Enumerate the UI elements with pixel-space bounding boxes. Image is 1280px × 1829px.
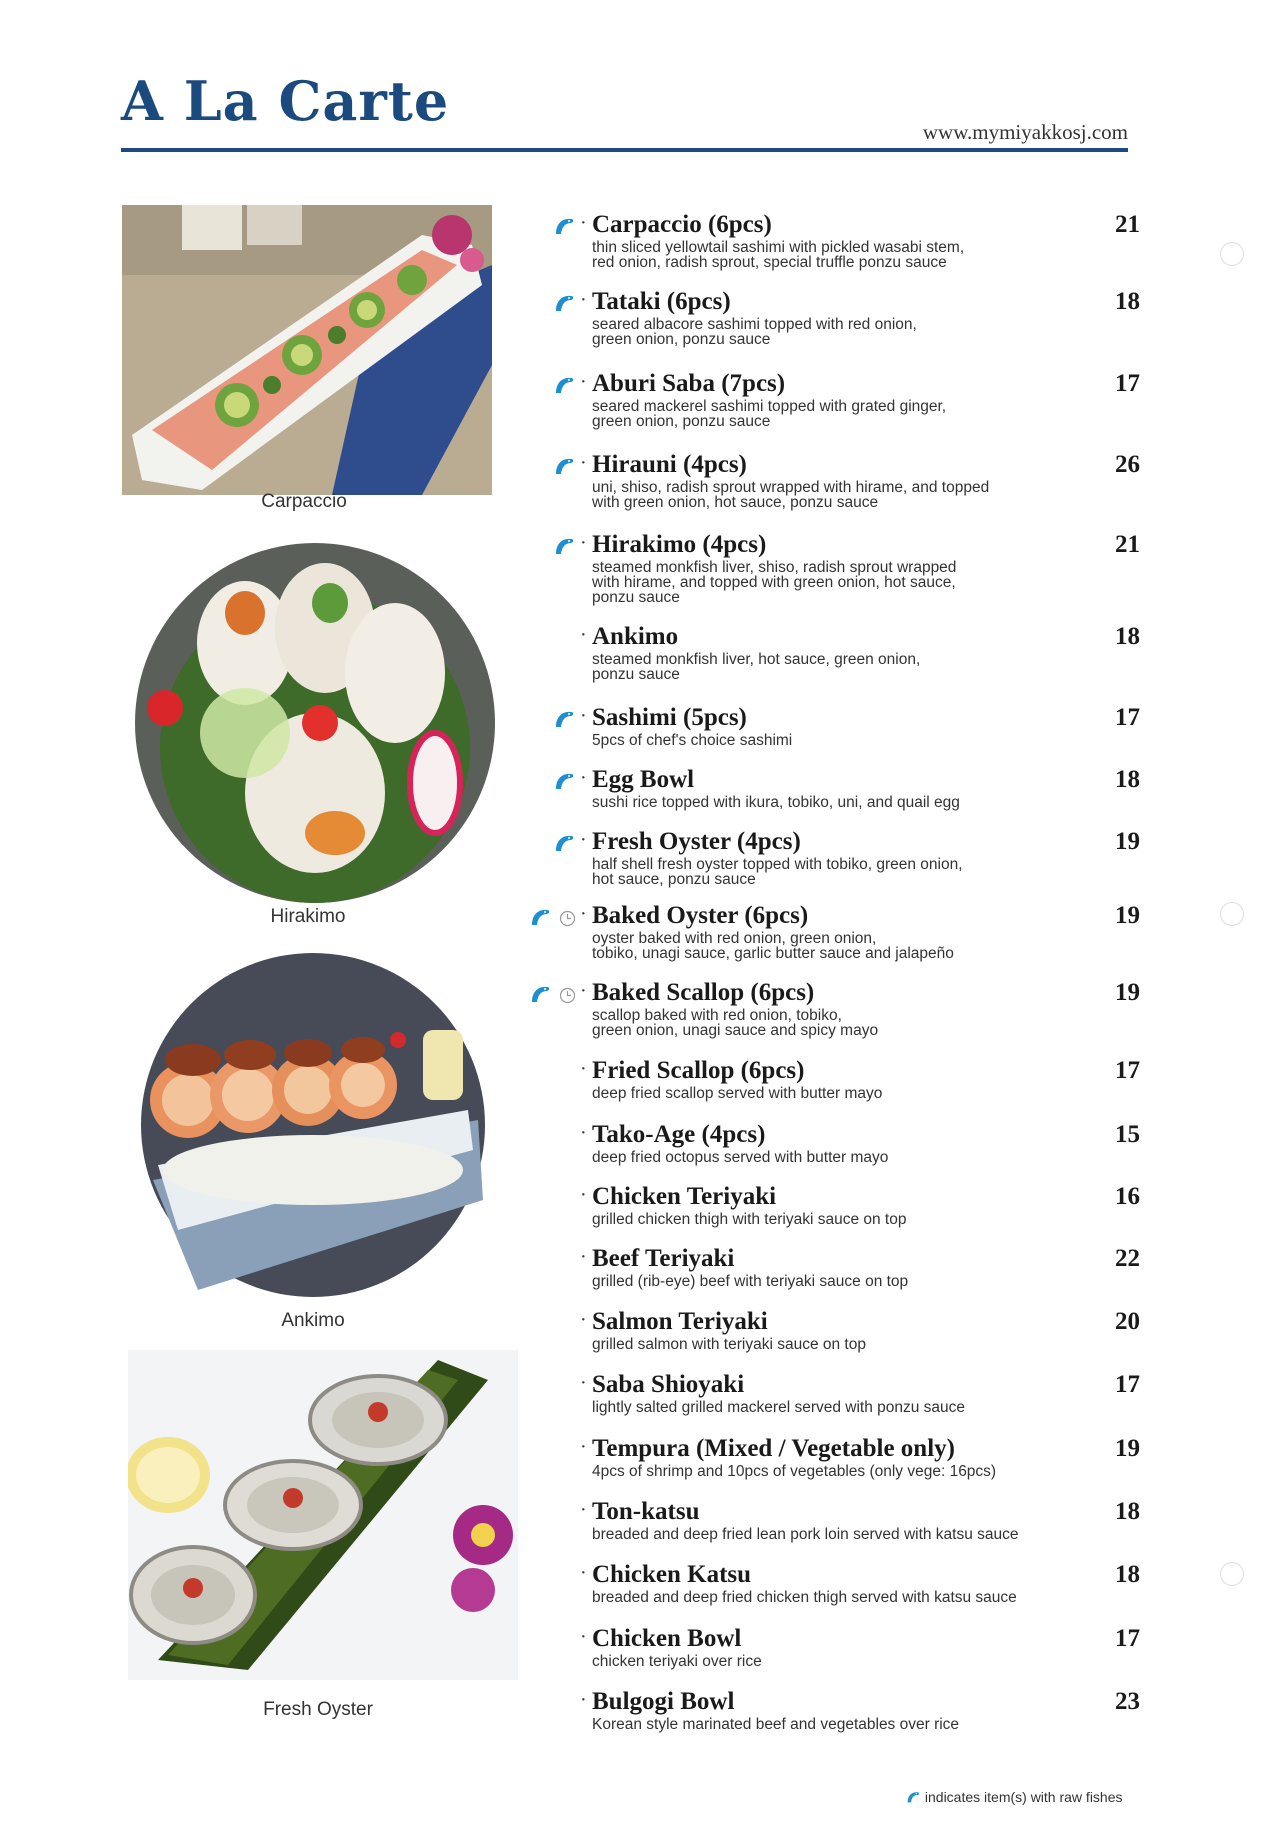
description-line: 4pcs of shrimp and 10pcs of vegetables (only vege: 16pcs) bbox=[592, 1463, 997, 1480]
item-name: Egg Bowl bbox=[592, 766, 695, 793]
item-price: 19 bbox=[1115, 979, 1140, 1006]
item-price: 17 bbox=[1115, 370, 1140, 397]
item-name: Baked Oyster (6pcs) bbox=[592, 902, 809, 929]
item-name: Fried Scallop (6pcs) bbox=[592, 1057, 805, 1084]
decorative-ring bbox=[1220, 902, 1244, 926]
item-description bbox=[592, 795, 1072, 810]
raw-fish-icon bbox=[528, 905, 552, 929]
item-name: Tako-Age (4pcs) bbox=[592, 1121, 766, 1148]
item-price: 18 bbox=[1115, 766, 1140, 793]
raw-fish-icon bbox=[552, 769, 576, 793]
item-description bbox=[592, 1008, 1072, 1038]
item-name: Chicken Bowl bbox=[592, 1625, 742, 1652]
item-price: 15 bbox=[1115, 1121, 1140, 1148]
item-price: 19 bbox=[1115, 828, 1140, 855]
fresh-oyster-photo bbox=[128, 1350, 518, 1680]
item-description bbox=[592, 1150, 1072, 1165]
description-line: deep fried scallop served with butter mayo bbox=[592, 1085, 883, 1102]
item-price: 17 bbox=[1115, 1057, 1140, 1084]
item-name: Saba Shioyaki bbox=[592, 1371, 745, 1398]
item-name: Salmon Teriyaki bbox=[592, 1308, 768, 1335]
item-name: Aburi Saba (7pcs) bbox=[592, 370, 786, 397]
bullet-dot: · bbox=[580, 1689, 587, 1711]
item-description bbox=[592, 1717, 1072, 1732]
description-line: grilled salmon with teriyaki sauce on top bbox=[592, 1336, 866, 1353]
description-line: ponzu sauce bbox=[592, 666, 680, 683]
description-line: seared mackerel sashimi topped with grated ginger, bbox=[592, 398, 947, 415]
description-line: seared albacore sashimi topped with red onion, bbox=[592, 316, 917, 333]
description-line: hot sauce, ponzu sauce bbox=[592, 871, 756, 888]
description-line: half shell fresh oyster topped with tobiko, green onion, bbox=[592, 856, 963, 873]
item-price: 18 bbox=[1115, 1561, 1140, 1588]
description-line: lightly salted grilled mackerel served with ponzu sauce bbox=[592, 1399, 966, 1416]
raw-fish-legend bbox=[905, 1786, 1123, 1805]
item-name: Chicken Teriyaki bbox=[592, 1183, 777, 1210]
decorative-ring bbox=[1220, 242, 1244, 266]
item-price: 18 bbox=[1115, 288, 1140, 315]
item-description bbox=[592, 1086, 1072, 1101]
item-description bbox=[592, 1274, 1072, 1289]
raw-fish-icon bbox=[905, 1789, 921, 1805]
raw-fish-icon bbox=[552, 831, 576, 855]
item-name: Ton-katsu bbox=[592, 1498, 700, 1525]
bullet-dot: · bbox=[580, 1184, 587, 1206]
clock-icon bbox=[559, 910, 576, 927]
caption-ankimo: Ankimo bbox=[281, 1310, 345, 1331]
item-price: 18 bbox=[1115, 1498, 1140, 1525]
bullet-dot: · bbox=[580, 1562, 587, 1584]
item-name: Chicken Katsu bbox=[592, 1561, 752, 1588]
description-line: with hirame, and topped with green onion, hot sauce, bbox=[592, 574, 956, 591]
description-line: grilled chicken thigh with teriyaki sauce on top bbox=[592, 1211, 907, 1228]
bullet-dot: · bbox=[580, 532, 587, 554]
item-description bbox=[592, 1464, 1072, 1479]
item-name: Tataki (6pcs) bbox=[592, 288, 731, 315]
item-price: 22 bbox=[1115, 1245, 1140, 1272]
decorative-ring bbox=[1220, 1562, 1244, 1586]
item-description bbox=[592, 1527, 1072, 1542]
description-line: chicken teriyaki over rice bbox=[592, 1653, 762, 1670]
item-description bbox=[592, 317, 1072, 347]
description-line: with green onion, hot sauce, ponzu sauce bbox=[592, 494, 879, 511]
description-line: scallop baked with red onion, tobiko, bbox=[592, 1007, 842, 1024]
item-description bbox=[592, 931, 1072, 961]
item-name: Hirakimo (4pcs) bbox=[592, 531, 767, 558]
description-line: thin sliced yellowtail sashimi with pickled wasabi stem, bbox=[592, 239, 965, 256]
caption-hirakimo: Hirakimo bbox=[270, 906, 346, 927]
item-price: 19 bbox=[1115, 1435, 1140, 1462]
bullet-dot: · bbox=[580, 829, 587, 851]
raw-fish-icon bbox=[552, 214, 576, 238]
description-line: green onion, unagi sauce and spicy mayo bbox=[592, 1022, 879, 1039]
raw-fish-icon bbox=[552, 707, 576, 731]
item-name: Carpaccio (6pcs) bbox=[592, 211, 772, 238]
item-name: Fresh Oyster (4pcs) bbox=[592, 828, 801, 855]
description-line: breaded and deep fried chicken thigh served with katsu sauce bbox=[592, 1589, 1017, 1606]
bullet-dot: · bbox=[580, 1626, 587, 1648]
website-url: www.mymiyakkosj.com bbox=[922, 120, 1128, 144]
description-line: Korean style marinated beef and vegetables over rice bbox=[592, 1716, 960, 1733]
legend-text: indicates item(s) with raw fishes bbox=[924, 1789, 1123, 1805]
description-line: green onion, ponzu sauce bbox=[592, 413, 771, 430]
bullet-dot: · bbox=[580, 903, 587, 925]
item-description bbox=[592, 480, 1072, 510]
bullet-dot: · bbox=[580, 1372, 587, 1394]
item-description bbox=[592, 240, 1072, 270]
bullet-dot: · bbox=[580, 212, 587, 234]
bullet-dot: · bbox=[580, 1309, 587, 1331]
bullet-dot: · bbox=[580, 289, 587, 311]
item-description bbox=[592, 399, 1072, 429]
carpaccio-photo bbox=[122, 205, 492, 495]
bullet-dot: · bbox=[580, 1246, 587, 1268]
item-price: 21 bbox=[1115, 531, 1140, 558]
item-name: Ankimo bbox=[592, 623, 679, 650]
item-name: Sashimi (5pcs) bbox=[592, 704, 747, 731]
caption-fresh-oyster: Fresh Oyster bbox=[263, 1699, 373, 1720]
item-price: 17 bbox=[1115, 1625, 1140, 1652]
bullet-dot: · bbox=[580, 452, 587, 474]
description-line: deep fried octopus served with butter mayo bbox=[592, 1149, 889, 1166]
item-description bbox=[592, 1212, 1072, 1227]
item-price: 26 bbox=[1115, 451, 1140, 478]
item-price: 17 bbox=[1115, 704, 1140, 731]
item-description bbox=[592, 652, 1072, 682]
item-name: Beef Teriyaki bbox=[592, 1245, 735, 1272]
description-line: steamed monkfish liver, hot sauce, green onion, bbox=[592, 651, 921, 668]
ankimo-photo bbox=[138, 950, 488, 1300]
item-description bbox=[592, 1590, 1072, 1605]
caption-carpaccio: Carpaccio bbox=[261, 491, 347, 512]
item-price: 23 bbox=[1115, 1688, 1140, 1715]
bullet-dot: · bbox=[580, 1122, 587, 1144]
description-line: 5pcs of chef's choice sashimi bbox=[592, 732, 793, 749]
bullet-dot: · bbox=[580, 767, 587, 789]
description-line: steamed monkfish liver, shiso, radish sprout wrapped bbox=[592, 559, 957, 576]
raw-fish-icon bbox=[552, 373, 576, 397]
raw-fish-icon bbox=[528, 982, 552, 1006]
item-price: 16 bbox=[1115, 1183, 1140, 1210]
item-description bbox=[592, 1400, 1072, 1415]
item-price: 17 bbox=[1115, 1371, 1140, 1398]
item-description bbox=[592, 1337, 1072, 1352]
item-name: Hirauni (4pcs) bbox=[592, 451, 747, 478]
item-price: 20 bbox=[1115, 1308, 1140, 1335]
description-line: sushi rice topped with ikura, tobiko, uni, and quail egg bbox=[592, 794, 960, 811]
item-price: 19 bbox=[1115, 902, 1140, 929]
item-description bbox=[592, 1654, 1072, 1669]
description-line: green onion, ponzu sauce bbox=[592, 331, 771, 348]
bullet-dot: · bbox=[580, 1436, 587, 1458]
clock-icon bbox=[559, 987, 576, 1004]
description-line: red onion, radish sprout, special truffle ponzu sauce bbox=[592, 254, 947, 271]
item-name: Bulgogi Bowl bbox=[592, 1688, 735, 1715]
description-line: ponzu sauce bbox=[592, 589, 680, 606]
bullet-dot: · bbox=[580, 1058, 587, 1080]
description-line: tobiko, unagi sauce, garlic butter sauce and jalapeño bbox=[592, 945, 954, 962]
bullet-dot: · bbox=[580, 705, 587, 727]
item-name: Tempura (Mixed / Vegetable only) bbox=[592, 1435, 955, 1462]
description-line: breaded and deep fried lean pork loin served with katsu sauce bbox=[592, 1526, 1019, 1543]
item-description bbox=[592, 857, 1072, 887]
header-divider bbox=[121, 148, 1128, 152]
raw-fish-icon bbox=[552, 454, 576, 478]
item-price: 21 bbox=[1115, 211, 1140, 238]
description-line: grilled (rib-eye) beef with teriyaki sauce on top bbox=[592, 1273, 909, 1290]
bullet-dot: · bbox=[580, 980, 587, 1002]
page-title: A La Carte bbox=[121, 69, 450, 133]
bullet-dot: · bbox=[580, 1499, 587, 1521]
raw-fish-icon bbox=[552, 534, 576, 558]
bullet-dot: · bbox=[580, 624, 587, 646]
item-description bbox=[592, 733, 1072, 748]
item-name: Baked Scallop (6pcs) bbox=[592, 979, 815, 1006]
hirakimo-photo bbox=[125, 533, 505, 913]
item-price: 18 bbox=[1115, 623, 1140, 650]
description-line: oyster baked with red onion, green onion, bbox=[592, 930, 877, 947]
bullet-dot: · bbox=[580, 371, 587, 393]
item-description bbox=[592, 560, 1072, 605]
raw-fish-icon bbox=[552, 291, 576, 315]
description-line: uni, shiso, radish sprout wrapped with hirame, and topped bbox=[592, 479, 990, 496]
